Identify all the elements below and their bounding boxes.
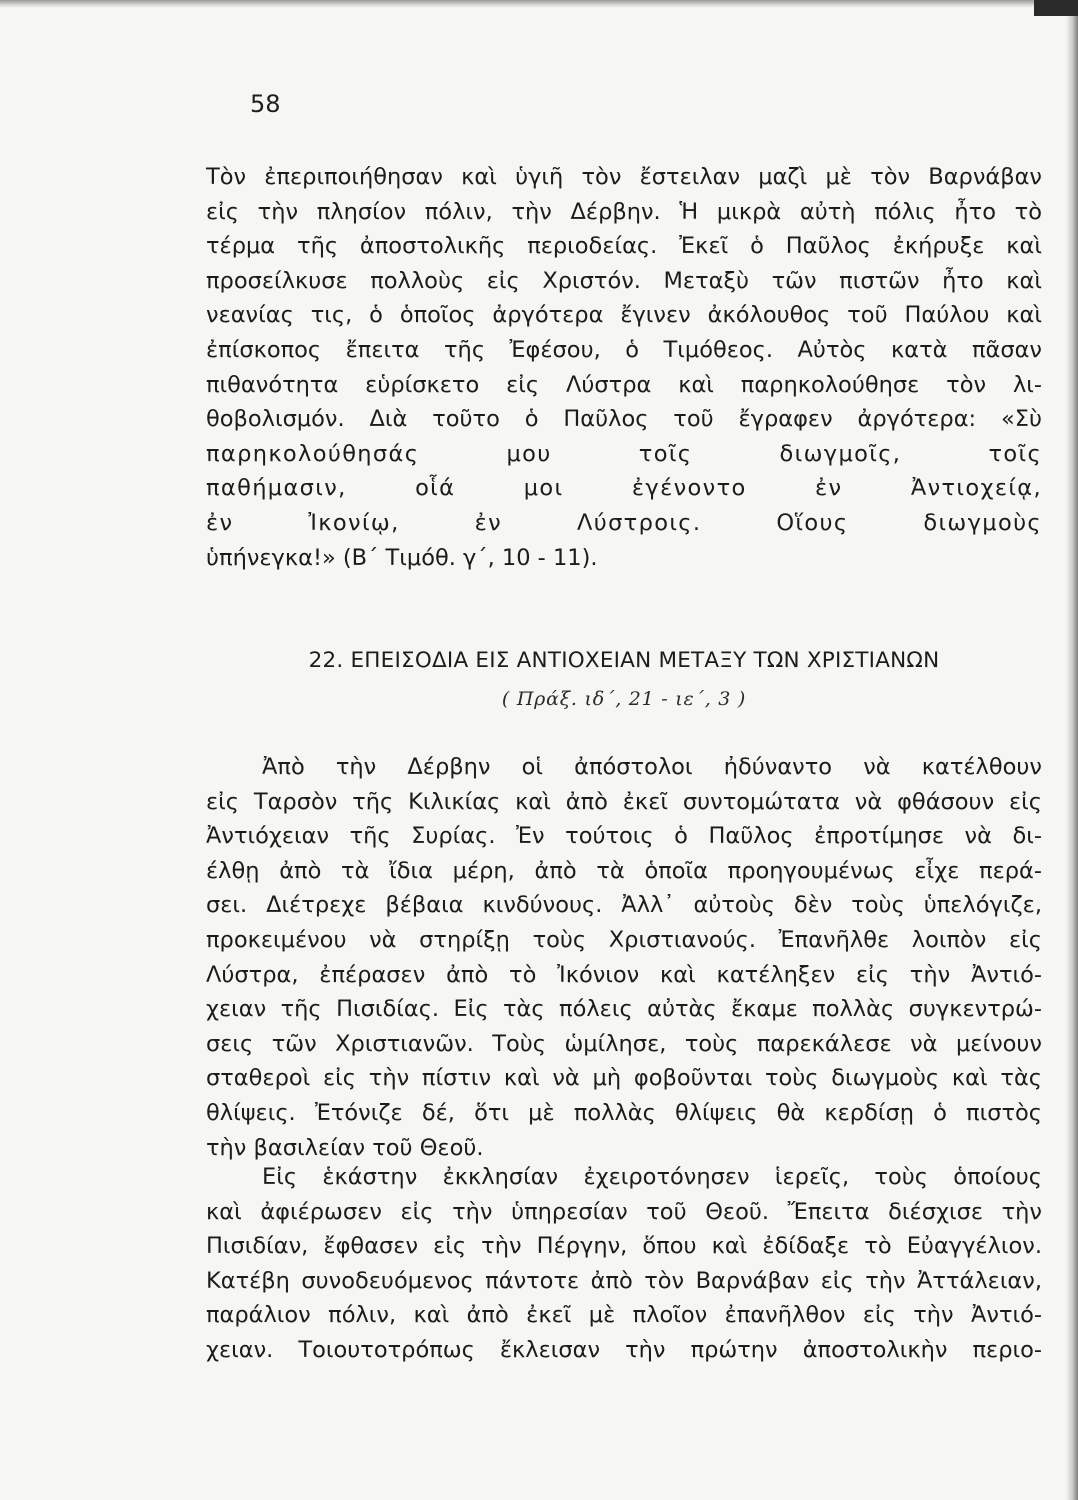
text-line: τέρμα τῆς ἀποστολικῆς περιοδείας. Ἐκεῖ ὁ Παῦλος ἐκήρυξε καὶ <box>206 233 1042 260</box>
text-line: προσείλκυσε πολλοὺς εἰς Χριστόν. Μεταξὺ τῶν πιστῶν ἦτο καὶ <box>206 267 1042 294</box>
quotation-line: ὑπήνεγκα!» (Β΄ Τιμόθ. γ΄, 10 - 11). <box>206 544 598 571</box>
text-line: παράλιον πόλιν, καὶ ἀπὸ ἐκεῖ μὲ πλοῖον ἐπανῆλθον εἰς τὴν Ἀντιό- <box>206 1302 1042 1329</box>
text-line: χειαν τῆς Πισιδίας. Εἰς τὰς πόλεις αὐτὰς ἔκαμε πολλὰς συγκεντρώ- <box>206 996 1042 1023</box>
text-line: Τὸν ἐπεριποιήθησαν καὶ ὑγιῆ τὸν ἔστειλαν μαζὶ μὲ τὸν Βαρνάβαν <box>206 164 1042 190</box>
section-heading: 22. ΕΠΕΙΣΟΔΙΑ ΕΙΣ ΑΝΤΙΟΧΕΙΑΝ ΜΕΤΑΞΥ ΤΩΝ ΧΡΙΣΤΙΑΝΩΝ <box>308 648 940 673</box>
text-line: σταθεροὶ εἰς τὴν πίστιν καὶ νὰ μὴ φοβοῦνται τοὺς διωγμοὺς καὶ τὰς <box>206 1065 1042 1092</box>
quotation-line: παθήμασιν, οἷά μοι ἐγένοντο ἐν Ἀντιοχείᾳ, <box>206 475 1042 502</box>
text-line: νεανίας τις, ὁ ὁποῖος ἀργότερα ἔγινεν ἀκόλουθος τοῦ Παύλου καὶ <box>206 302 1042 329</box>
text-line: έλθῃ ἀπὸ τὰ ἴδια μέρη, ἀπὸ τὰ ὁποῖα προηγουμένως εἶχε περά- <box>206 857 1042 884</box>
text-line: χειαν. Τοιουτοτρόπως ἔκλεισαν τὴν πρώτην ἀποστολικὴν περιο- <box>206 1336 1042 1363</box>
quotation-line: ἐν Ἰκονίῳ, ἐν Λύστροις. Οἵους διωγμοὺς <box>206 509 1042 536</box>
quotation-line: παρηκολούθησάς μου τοῖς διωγμοῖς, τοῖς <box>206 440 1042 467</box>
scan-top-edge <box>0 0 1078 8</box>
paragraph-2 <box>206 750 1042 1165</box>
text-line: πιθανότητα εὑρίσκετο εἰς Λύστρα καὶ παρηκολούθησε τὸν λι- <box>206 371 1042 398</box>
text-line: τὴν βασιλείαν τοῦ Θεοῦ. <box>206 1134 484 1161</box>
text-line: Εἰς ἑκάστην ἐκκλησίαν ἐχειροτόνησεν ἱερεῖς, τοὺς ὁποίους <box>262 1164 1042 1190</box>
text-line: εἰς τὴν πλησίον πόλιν, τὴν Δέρβην. Ἡ μικρὰ αὐτὴ πόλις ἦτο τὸ <box>206 198 1042 225</box>
text-line: ἐπίσκοπος ἔπειτα τῆς Ἐφέσου, ὁ Τιμόθεος. Αὐτὸς κατὰ πᾶσαν <box>206 336 1042 363</box>
scan-right-edge <box>1066 0 1078 1500</box>
text-line: προκειμένου νὰ στηρίξῃ τοὺς Χριστιανούς. Ἐπανῆλθε λοιπὸν εἰς <box>206 926 1042 953</box>
scripture-reference: ( Πράξ. ιδ΄, 21 - ιε΄, 3 ) <box>501 688 747 710</box>
text-line: θοβολισμόν. Διὰ τοῦτο ὁ Παῦλος τοῦ ἔγραφεν ἀργότερα: «Σὺ <box>206 406 1042 433</box>
paragraph-1 <box>206 160 1042 575</box>
text-line: Κατέβη συνοδευόμενος πάντοτε ἀπὸ τὸν Βαρνάβαν εἰς τὴν Ἀττάλειαν, <box>206 1267 1042 1294</box>
text-line: σει. Διέτρεχε βέβαια κινδύνους. Ἀλλ᾿ αὐτοὺς δὲν τοὺς ὑπελόγιζε, <box>206 892 1042 919</box>
text-line: Πισιδίαν, ἔφθασεν εἰς τὴν Πέργην, ὅπου καὶ ἐδίδαξε τὸ Εὐαγγέλιον. <box>206 1233 1042 1260</box>
text-line: καὶ ἀφιέρωσεν εἰς τὴν ὑπηρεσίαν τοῦ Θεοῦ. Ἔπειτα διέσχισε τὴν <box>206 1198 1042 1225</box>
text-line: Ἀντιόχειαν τῆς Συρίας. Ἐν τούτοις ὁ Παῦλος ἐπροτίμησε νὰ δι- <box>206 823 1042 850</box>
paragraph-3 <box>206 1160 1042 1368</box>
text-line: εἰς Ταρσὸν τῆς Κιλικίας καὶ ἀπὸ ἐκεῖ συντομώτατα νὰ φθάσουν εἰς <box>206 788 1042 815</box>
text-line: Ἀπὸ τὴν Δέρβην οἱ ἀπόστολοι ἠδύναντο νὰ κατέλθουν <box>262 754 1042 780</box>
scan-corner-mark <box>1034 0 1078 16</box>
text-line: Λύστρα, ἐπέρασεν ἀπὸ τὸ Ἰκόνιον καὶ κατέληξεν εἰς τὴν Ἀντιό- <box>206 961 1042 988</box>
page-number: 58 <box>250 90 281 118</box>
text-line: σεις τῶν Χριστιανῶν. Τοὺς ὡμίλησε, τοὺς παρεκάλεσε νὰ μείνουν <box>206 1030 1042 1057</box>
text-line: θλίψεις. Ἐτόνιζε δέ, ὅτι μὲ πολλὰς θλίψεις θὰ κερδίσῃ ὁ πιστὸς <box>206 1099 1042 1126</box>
